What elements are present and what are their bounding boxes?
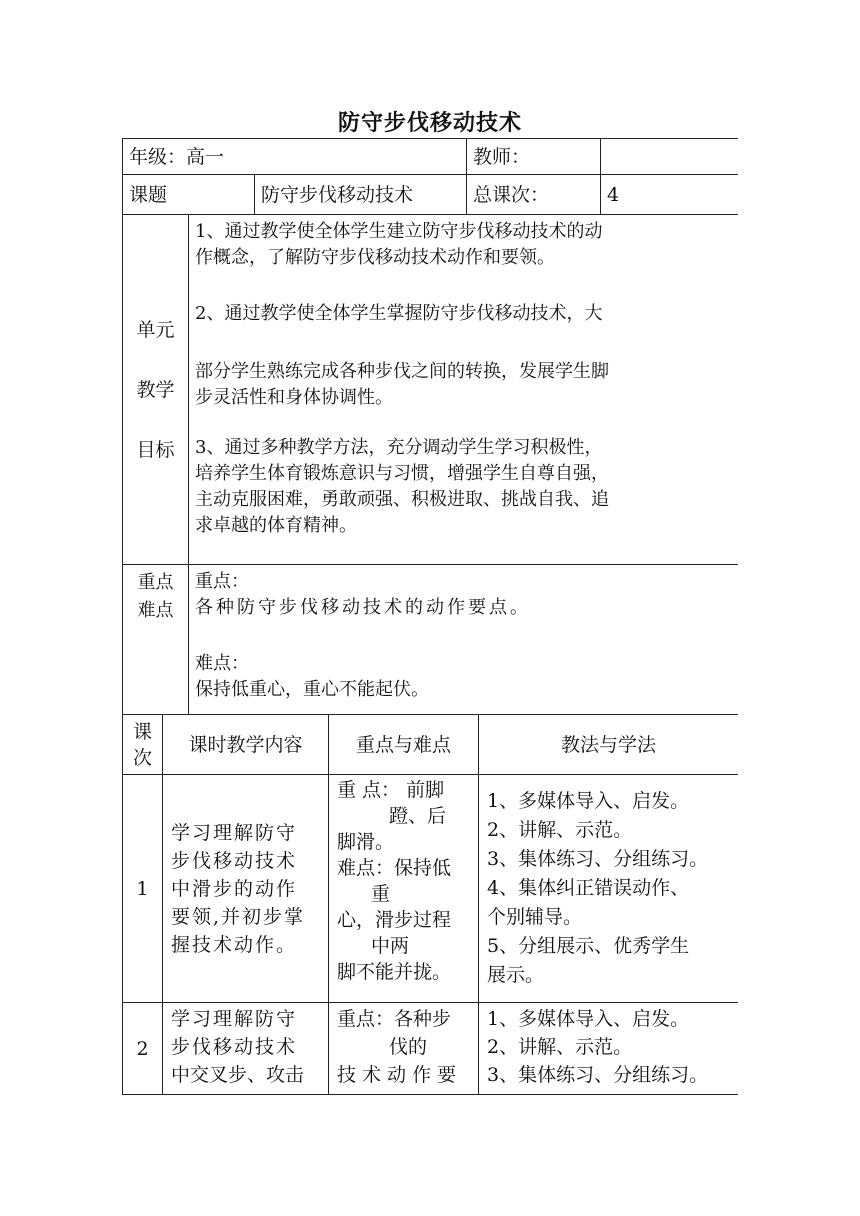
objectives-label <box>123 215 189 565</box>
topic-label: 课题 <box>123 175 255 215</box>
keypoints-label-line: 难点 <box>137 600 174 621</box>
table-row <box>123 1003 739 1095</box>
method-line: 展示。 <box>487 964 545 986</box>
lesson-plan-table <box>122 138 738 1096</box>
content-line: 学习理解防守 <box>171 821 298 844</box>
method-line: 5、分组展示、优秀学生 <box>487 935 690 957</box>
topic-value: 防守步伐移动技术 <box>255 175 467 215</box>
content-line: 步伐移动技术 <box>171 1036 298 1058</box>
method-line: 3、集体练习、分组练习。 <box>487 848 709 870</box>
key-line: 重点：各种步 <box>337 1008 452 1030</box>
key-line: 脚不能并拢。 <box>337 961 452 983</box>
method-line: 2、讲解、示范。 <box>487 819 633 841</box>
objectives-label-line: 教学 <box>136 378 175 401</box>
key-line: 重 点： 前脚 <box>337 779 445 801</box>
lesson-methods <box>479 1003 739 1095</box>
content-line: 握技术动作。 <box>171 933 298 956</box>
lesson-methods <box>479 775 739 1003</box>
content-line: 中交叉步、攻击 <box>171 1064 305 1086</box>
lesson-number: 1 <box>123 775 163 1003</box>
teacher-value <box>601 139 738 175</box>
col-header-lesson-number <box>123 715 163 775</box>
objectives-label-line: 目标 <box>136 438 175 461</box>
key-line: 难点：保持低 <box>337 857 452 879</box>
col-header-content: 课时教学内容 <box>163 715 329 775</box>
key-label: 重点： <box>195 571 249 592</box>
key-text: 各种防守步伐移动技术的动作要点。 <box>195 597 531 618</box>
key-line: 技 术 动 作 要 <box>337 1064 457 1086</box>
lesson-keypoints <box>329 1003 479 1095</box>
content-line: 中滑步的动作 <box>171 877 298 900</box>
method-line: 4、集体纠正错误动作、 <box>487 877 690 899</box>
lesson-keypoints <box>329 775 479 1003</box>
key-line: 重 <box>371 883 391 905</box>
lesson-content <box>163 775 329 1003</box>
method-line: 3、集体练习、分组练习。 <box>487 1064 709 1086</box>
col-header-methods: 教法与学法 <box>479 715 739 775</box>
objective-line: 2、通过教学使全体学生掌握防守步伐移动技术，大 <box>195 303 603 324</box>
key-line: 伐的 <box>389 1036 428 1058</box>
key-line: 蹬、后 <box>389 805 447 827</box>
teacher-label: 教师： <box>467 139 601 175</box>
plan-header-table <box>122 138 738 715</box>
difficulty-text: 保持低重心，重心不能起伏。 <box>195 679 429 700</box>
objectives-label-line: 单元 <box>136 318 175 341</box>
keypoints-label-line: 重点 <box>137 572 174 593</box>
content-line: 要领,并初步掌 <box>171 905 306 928</box>
keypoints-content <box>189 565 739 715</box>
objective-line: 步灵活性和身体协调性。 <box>195 387 393 408</box>
difficulty-label: 难点： <box>195 653 249 674</box>
objective-line: 3、通过多种教学方法，充分调动学生学习积极性， <box>195 437 603 458</box>
method-line: 1、多媒体导入、启发。 <box>487 1008 690 1030</box>
lesson-number: 2 <box>123 1003 163 1095</box>
col-header-lesson-number-text: 课次 <box>132 720 152 769</box>
lesson-content <box>163 1003 329 1095</box>
objective-line: 部分学生熟练完成各种步伐之间的转换，发展学生脚 <box>195 361 609 382</box>
method-line: 个别辅导。 <box>487 906 583 928</box>
keypoints-label <box>123 565 189 715</box>
col-header-keypoints: 重点与难点 <box>329 715 479 775</box>
key-line: 脚滑。 <box>337 831 395 853</box>
total-lessons-label: 总课次： <box>467 175 601 215</box>
content-line: 学习理解防守 <box>171 1008 298 1030</box>
key-line: 中两 <box>371 935 410 957</box>
objective-line: 作概念，了解防守步伐移动技术动作和要领。 <box>195 247 555 268</box>
objective-line: 1、通过教学使全体学生建立防守步伐移动技术的动 <box>195 221 603 242</box>
content-line: 步伐移动技术 <box>171 849 298 872</box>
lesson-detail-table <box>122 714 738 1095</box>
objective-line: 培养学生体育锻炼意识与习惯，增强学生自尊自强， <box>195 463 609 484</box>
method-line: 1、多媒体导入、启发。 <box>487 790 690 812</box>
table-row <box>123 775 739 1003</box>
grade-cell: 年级：高一 <box>123 139 467 175</box>
objectives-content <box>189 215 739 565</box>
document-title: 防守步伐移动技术 <box>337 110 522 136</box>
method-line: 2、讲解、示范。 <box>487 1036 633 1058</box>
objective-line: 求卓越的体育精神。 <box>195 515 357 536</box>
objective-line: 主动克服困难，勇敢顽强、积极进取、挑战自我、追 <box>195 489 609 510</box>
key-line: 心，滑步过程 <box>337 909 452 931</box>
total-lessons-value: 4 <box>601 175 738 215</box>
